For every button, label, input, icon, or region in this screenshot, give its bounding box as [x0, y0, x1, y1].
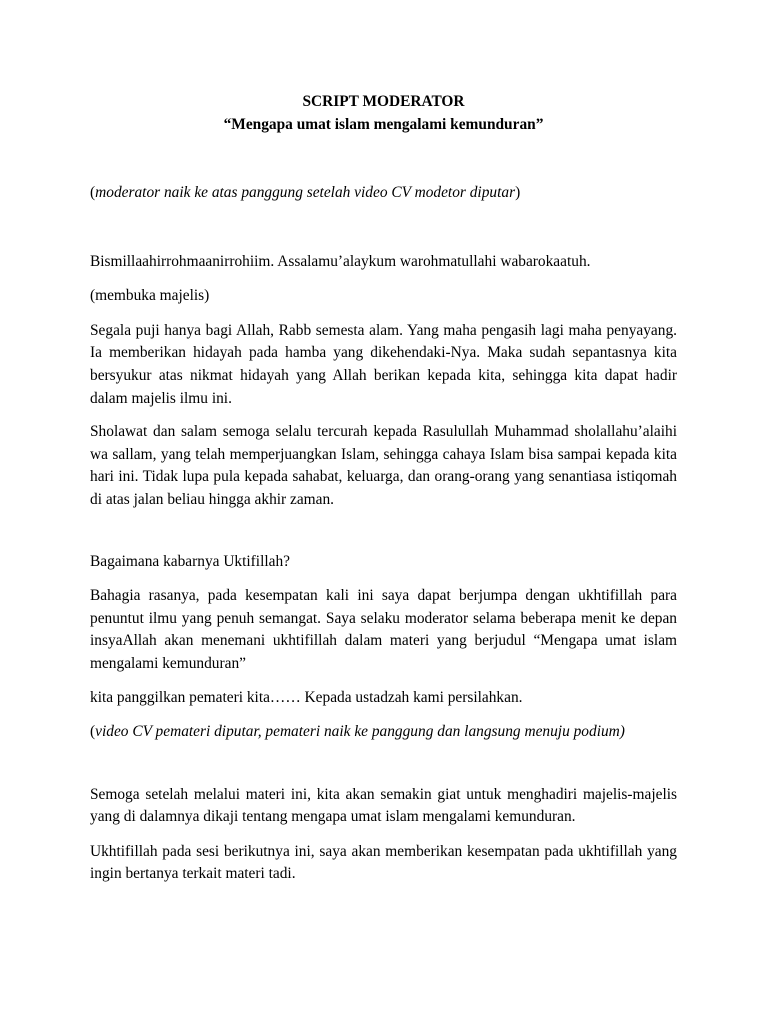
stage-direction-intro — [90, 182, 677, 205]
stage-direction-speaker — [90, 721, 677, 744]
document-title: SCRIPT MODERATOR — [302, 93, 465, 110]
stage-direction-open-paren: ( — [90, 184, 96, 201]
praise-paragraph: Segala puji hanya bagi Allah, Rabb semesta alam. Yang maha pengasih lagi maha penyayang. Ia memberikan hidayah pada hamba yang dikehendaki-Nya. Maka sudah sepantasnya kita bersyukur atas nikmat hidayah yang Allah berikan kepada kita, sehingga kita dapat hadir dalam majelis ilmu ini. — [90, 321, 677, 407]
stage-direction-close-paren: ) — [515, 184, 521, 201]
document-page — [90, 91, 677, 886]
introduction-paragraph: Bahagia rasanya, pada kesempatan kali ini saya dapat berjumpa dengan ukhtifillah para penuntut ilmu yang penuh semangat. Saya selaku moderator selama beberapa menit ke depan insyaAllah akan menemani ukhtifillah dalam materi yang berjudul “Mengapa umat islam mengalami kemunduran” — [90, 587, 677, 672]
question-session-paragraph: Ukhtifillah pada sesi berikutnya ini, saya akan memberikan kesempatan pada ukhtifillah yang ingin bertanya terkait materi tadi. — [90, 842, 677, 883]
document-subtitle: “Mengapa umat islam mengalami kemunduran” — [223, 116, 544, 133]
greeting-paragraph: Bismillaahirrohmaanirrohiim. Assalamu’alaykum warohmatullahi wabarokaatuh. — [90, 252, 591, 270]
stage-direction-open-paren: ( — [90, 723, 96, 741]
call-speaker-line: kita panggilkan pemateri kita…… Kepada ustadzah kami persilahkan. — [90, 688, 523, 706]
stage-direction-text: video CV pemateri diputar, pemateri naik ke panggung dan langsung menuju podium) — [95, 723, 625, 741]
stage-direction-text: moderator naik ke atas panggung setelah video CV modetor diputar — [95, 184, 516, 201]
opening-note: (membuka majelis) — [90, 287, 210, 305]
sholawat-paragraph: Sholawat dan salam semoga selalu tercurah kepada Rasulullah Muhammad sholallahu’alaihi wa sallam, yang telah memperjuangkan Islam, sehingga cahaya Islam bisa sampai kepada kita hari ini. Tidak lupa pula kepada sahabat, keluarga, dan orang-orang yang senantiasa istiqomah di atas jalan beliau hingga akhir zaman. — [90, 423, 677, 508]
closing-paragraph: Semoga setelah melalui materi ini, kita akan semakin giat untuk menghadiri majelis-majelis yang di dalamnya dikaji tentang mengapa umat islam mengalami kemunduran. — [90, 785, 677, 826]
greeting-question: Bagaimana kabarnya Uktifillah? — [90, 552, 290, 570]
